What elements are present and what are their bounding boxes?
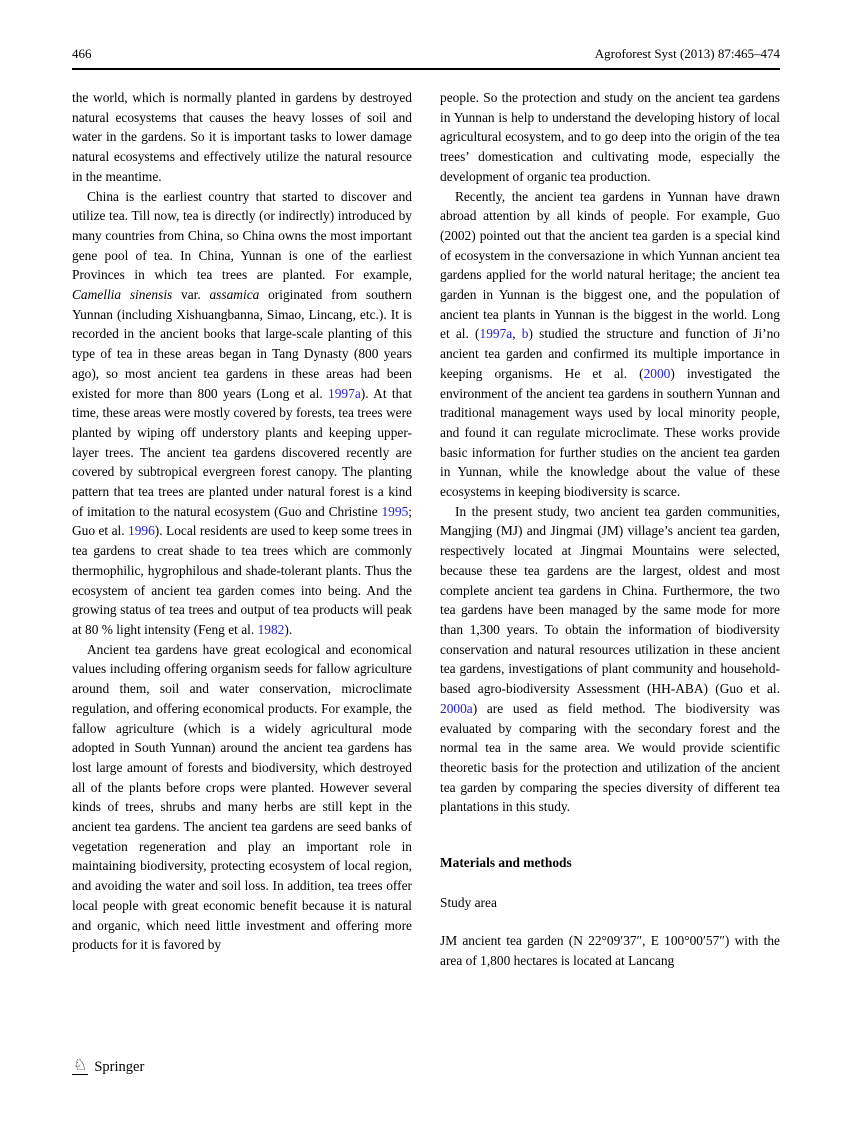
paragraph bbox=[440, 88, 780, 187]
springer-knight-icon: ♘ bbox=[73, 1055, 88, 1074]
page-number: 466 bbox=[72, 46, 92, 61]
body-text: originated from southern Yunnan (including Xishuangbanna, Simao, Lincang, etc.). It is recorded in the ancient books that large-scale planting of this type of tea in these areas began in Tang Dynasty (800 years ago), so most ancient tea gardens in these areas had been existed for more than 800 years (Long et al. bbox=[72, 287, 413, 401]
species-name: assamica bbox=[209, 287, 260, 303]
paragraph bbox=[72, 187, 412, 640]
citation-link[interactable]: 1996 bbox=[128, 523, 155, 539]
page-footer bbox=[72, 1055, 145, 1076]
publisher-name: Springer bbox=[94, 1058, 145, 1075]
header-rule bbox=[72, 68, 780, 70]
body-text: Ancient tea gardens have great ecological and economical values including offering organism seeds for fallow agriculture around them, soil and water conservation, microclimate regulation, and offering economical products. For example, the fallow agriculture (which is a widely agricultural mode adopted in South Yunnan) around the ancient tea gardens has lost large amount of forests and biodiversity, which destroyed all of the plants before crops were planted. However several kinds of trees, shrubs and many herbs are still kept in the ancient tea gardens. The ancient tea gardens are seed banks of vegetation regeneration and play an important role in maintaining biodiversity, protecting ecosystem of local region, and avoiding the water and soil loss. In addition, tea trees offer local people with great economic benefit because it is natural and organic, which need little investment and offering more products for it is favored by bbox=[72, 641, 412, 953]
paragraph bbox=[440, 931, 780, 970]
body-text: the world, which is normally planted in gardens by destroyed natural ecosystems that causes the heavy losses of soil and water in the gardens. So it is important tasks to lower damage natural ecosystems and effectively utilize the natural resource in the meantime. bbox=[72, 90, 412, 184]
right-column bbox=[440, 88, 780, 971]
body-text: JM ancient tea garden (N 22°09′37″, E 100°00′57″) with the area of 1,800 hectares is located at Lancang bbox=[440, 933, 780, 969]
citation-link[interactable]: 1995 bbox=[381, 503, 409, 519]
body-text: ). At that time, these areas were mostly covered by forests, tea trees were planted by wiping off understory plants and keeping upper-layer trees. The ancient tea gardens discovered recently are covered by subtropical evergreen forest canopy. The planting pattern that tea trees are planted under natural forest is a kind of imitation to the natural ecosystem (Guo and Christine bbox=[72, 385, 413, 519]
citation-link[interactable]: 1997a bbox=[328, 385, 361, 401]
body-text: Recently, the ancient tea gardens in Yunnan have drawn abroad attention by all kinds of people. For example, Guo (2002) pointed out that the ancient tea garden is a special kind of ecosystem in the conversazione in which Yunnan ancient tea gardens applied for the world natural heritage; the ancient tea garden in Yunnan is the biggest one, and the population of ancient tea plants in Yunnan is the biggest in the world. Long et al. ( bbox=[440, 188, 780, 342]
citation-link[interactable]: 2000 bbox=[643, 365, 671, 381]
journal-reference: Agroforest Syst (2013) 87:465–474 bbox=[594, 46, 780, 61]
body-text: , bbox=[512, 326, 522, 342]
citation-link[interactable]: 1982 bbox=[257, 621, 285, 637]
section-heading: Materials and methods bbox=[440, 855, 572, 871]
paragraph bbox=[72, 640, 412, 955]
body-text: ) investigated the environment of the ancient tea gardens in southern Yunnan and traditional management ways used by local minority people, and found it can regulate microclimate. These works provide basic information for further studies on the ancient tea garden in Yunnan, while the knowledge about the value of these ecosystems in keeping biodiversity is scarce. bbox=[440, 365, 780, 500]
body-text: ; Guo et al. bbox=[72, 503, 412, 539]
body-text: ) studied the structure and function of Ji’no ancient tea garden and confirmed its multiple importance in keeping organisms. He et al. ( bbox=[440, 326, 780, 381]
body-text: var. bbox=[172, 287, 210, 303]
left-column bbox=[72, 88, 412, 971]
paragraph bbox=[440, 187, 780, 502]
body-text: ). bbox=[284, 621, 293, 637]
article-body bbox=[72, 88, 780, 971]
citation-link[interactable]: b bbox=[521, 326, 529, 342]
page-header bbox=[72, 46, 780, 62]
body-text: ) are used as field method. The biodiversity was evaluated by comparing with the secondary forest and the normal tea in the same area. We would provide scientific theoretic basis for the protection and utilization of the ancient tea garden by comparing the species diversity of different tea plantations in this study. bbox=[440, 700, 780, 815]
body-text: China is the earliest country that started to discover and utilize tea. Till now, tea is directly (or indirectly) introduced by many countries from China, so China owns the most important gene pool of tea. In China, Yunnan is one of the earliest Provinces in which tea trees are planted. For example, bbox=[72, 188, 412, 283]
citation-link[interactable]: 2000a bbox=[440, 700, 473, 716]
body-text: people. So the protection and study on the ancient tea gardens in Yunnan is help to understand the developing history of local agricultural ecosystem, and to go deep into the origin of the tea trees’ domestication and cultivating mode, especially the development of organic tea production. bbox=[440, 90, 780, 184]
species-name: Camellia sinensis bbox=[72, 287, 173, 303]
citation-link[interactable]: 1997a bbox=[479, 326, 513, 342]
body-text: ). Local residents are used to keep some trees in tea gardens to creat shade to tea trees which are commonly thermophilic, hygrophilous and shade-tolerant plants. Thus the ecosystem of ancient tea garden comes into being. And the growing status of tea trees and output of tea products will peak at 80 % light intensity (Feng et al. bbox=[72, 523, 412, 637]
paragraph bbox=[440, 502, 780, 817]
subsection-heading: Study area bbox=[440, 894, 497, 910]
paragraph bbox=[72, 88, 412, 187]
body-text: In the present study, two ancient tea garden communities, Mangjing (MJ) and Jingmai (JM) village’s ancient tea garden, respectively located at Jingmai Mountains were selected, because these tea gardens are the largest, oldest and most complete ancient tea gardens in China. Furthermore, the two tea gardens have been managed by the same mode for more than 1,300 years. To obtain the information of biodiversity conservation and natural resources utilization in these ancient tea gardens, investigations of plant community and household-based agro-biodiversity Assessment (HH-ABA) (Guo et al. bbox=[440, 503, 780, 697]
